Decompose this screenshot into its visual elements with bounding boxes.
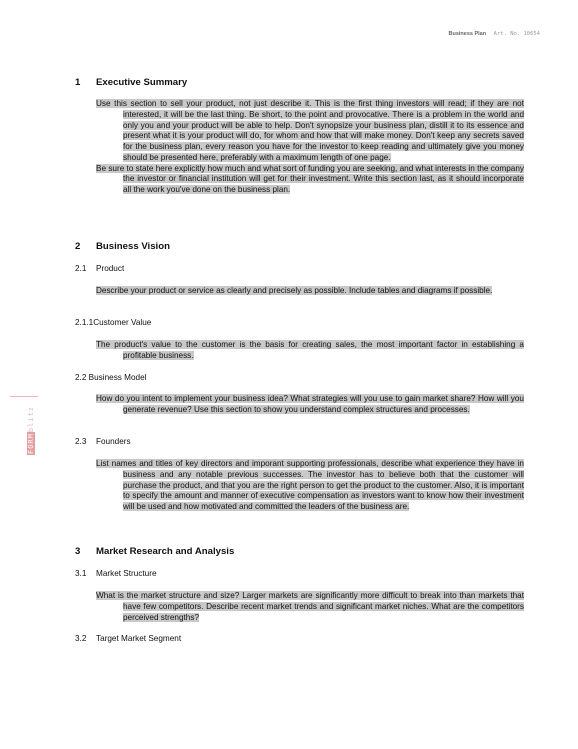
business-model-body xyxy=(96,394,524,416)
paragraph-text: How do you intent to implement your business idea? What strategies will you use to gain market share? How will you generate revenue? Use this section to show you understand complex structures and processes. xyxy=(96,394,524,414)
paragraph xyxy=(96,459,524,513)
article-number: Art. No. 10654 xyxy=(493,31,540,37)
side-brand-logo xyxy=(27,406,35,455)
heading-business-vision xyxy=(75,241,170,252)
section-number: 2.1 xyxy=(75,264,87,273)
executive-summary-body xyxy=(96,99,524,196)
paragraph xyxy=(96,164,524,196)
paragraph xyxy=(96,99,524,164)
section-number: 2.3 xyxy=(75,437,87,446)
section-number: 3 xyxy=(75,546,81,557)
paragraph xyxy=(96,394,524,416)
product-body xyxy=(96,286,524,297)
paragraph xyxy=(96,591,524,623)
section-number: 2.2 xyxy=(75,373,87,382)
heading-product xyxy=(75,264,124,273)
section-title: Target Market Segment xyxy=(96,634,182,643)
paragraph-text: What is the market structure and size? Larger markets are significantly more difficult to break into than markets that have few competitors. Describe recent market trends and significant market niches. What are the competitors perceived strengths? xyxy=(96,591,524,622)
paragraph-text: Use this section to sell your product, not just describe it. This is the first thing investors will read; if they are not interested, it will be the last thing. Be short, to the point and provocative. There is a problem in the world and only you and your product will be able to help. Don't synopsize your business plan, distill it to its essence and present what it is your product will do, for whom and how that will make money. Don't keep any secrets saved for the business plan, every reason you have for the investor to keep reading and ultimately give you money should be presented here, preferably with a maximum length of one page. xyxy=(96,99,524,162)
paragraph-text: Describe your product or service as clearly and precisely as possible. Include tables and diagrams if possible. xyxy=(96,286,493,295)
paragraph xyxy=(96,286,524,297)
heading-target-market-segment xyxy=(75,634,181,643)
paragraph-text: Be sure to state here explicitly how much and what sort of funding you are seeking, and what interests in the company the investor or financial institution will get for their investment. Write this section last, as it should incorporate all the work you've done on the business plan. xyxy=(96,163,524,194)
section-title: Founders xyxy=(96,437,131,446)
paragraph xyxy=(96,340,524,362)
heading-market-structure xyxy=(75,569,157,578)
section-number: 1 xyxy=(75,77,81,88)
brand-part-form: FORM xyxy=(27,433,35,454)
section-title: Business Vision xyxy=(96,241,170,252)
page-header xyxy=(449,31,541,37)
heading-customer-value xyxy=(75,318,151,327)
section-title: Market Structure xyxy=(96,569,157,578)
section-number: 3.1 xyxy=(75,569,87,578)
section-number: 2.1.1 xyxy=(75,318,94,327)
section-title: Business Model xyxy=(88,373,147,382)
heading-founders xyxy=(75,437,131,446)
paragraph-text: List names and titles of key directors and imporant supporting professionals, describe what experience they have in business and any notable previous successes. The investor has to believe both that the customer will purchase the product, and that you are the right person to get the product to the customer. Also, it is important to specify the amount and manner of executive compensation as investors want to know how their investment will be used and how motivated and committed the leaders of the business are. xyxy=(96,459,524,511)
section-title: Market Research and Analysis xyxy=(96,546,235,557)
section-number: 2 xyxy=(75,241,81,252)
section-title: Executive Summary xyxy=(96,77,188,88)
section-title: Customer Value xyxy=(93,318,152,327)
heading-business-model xyxy=(75,373,146,382)
side-brand-rule xyxy=(10,396,38,397)
customer-value-body xyxy=(96,340,524,362)
paragraph-text: The product's value to the customer is the basis for creating sales, the most important factor in establishing a profitable business. xyxy=(96,340,524,360)
section-number: 3.2 xyxy=(75,634,87,643)
document-title: Business Plan xyxy=(448,31,487,37)
heading-market-research xyxy=(75,546,234,557)
brand-part-blitz: blitz xyxy=(27,406,35,433)
section-title: Product xyxy=(96,264,125,273)
market-structure-body xyxy=(96,591,524,623)
heading-executive-summary xyxy=(75,77,187,88)
founders-body xyxy=(96,459,524,513)
